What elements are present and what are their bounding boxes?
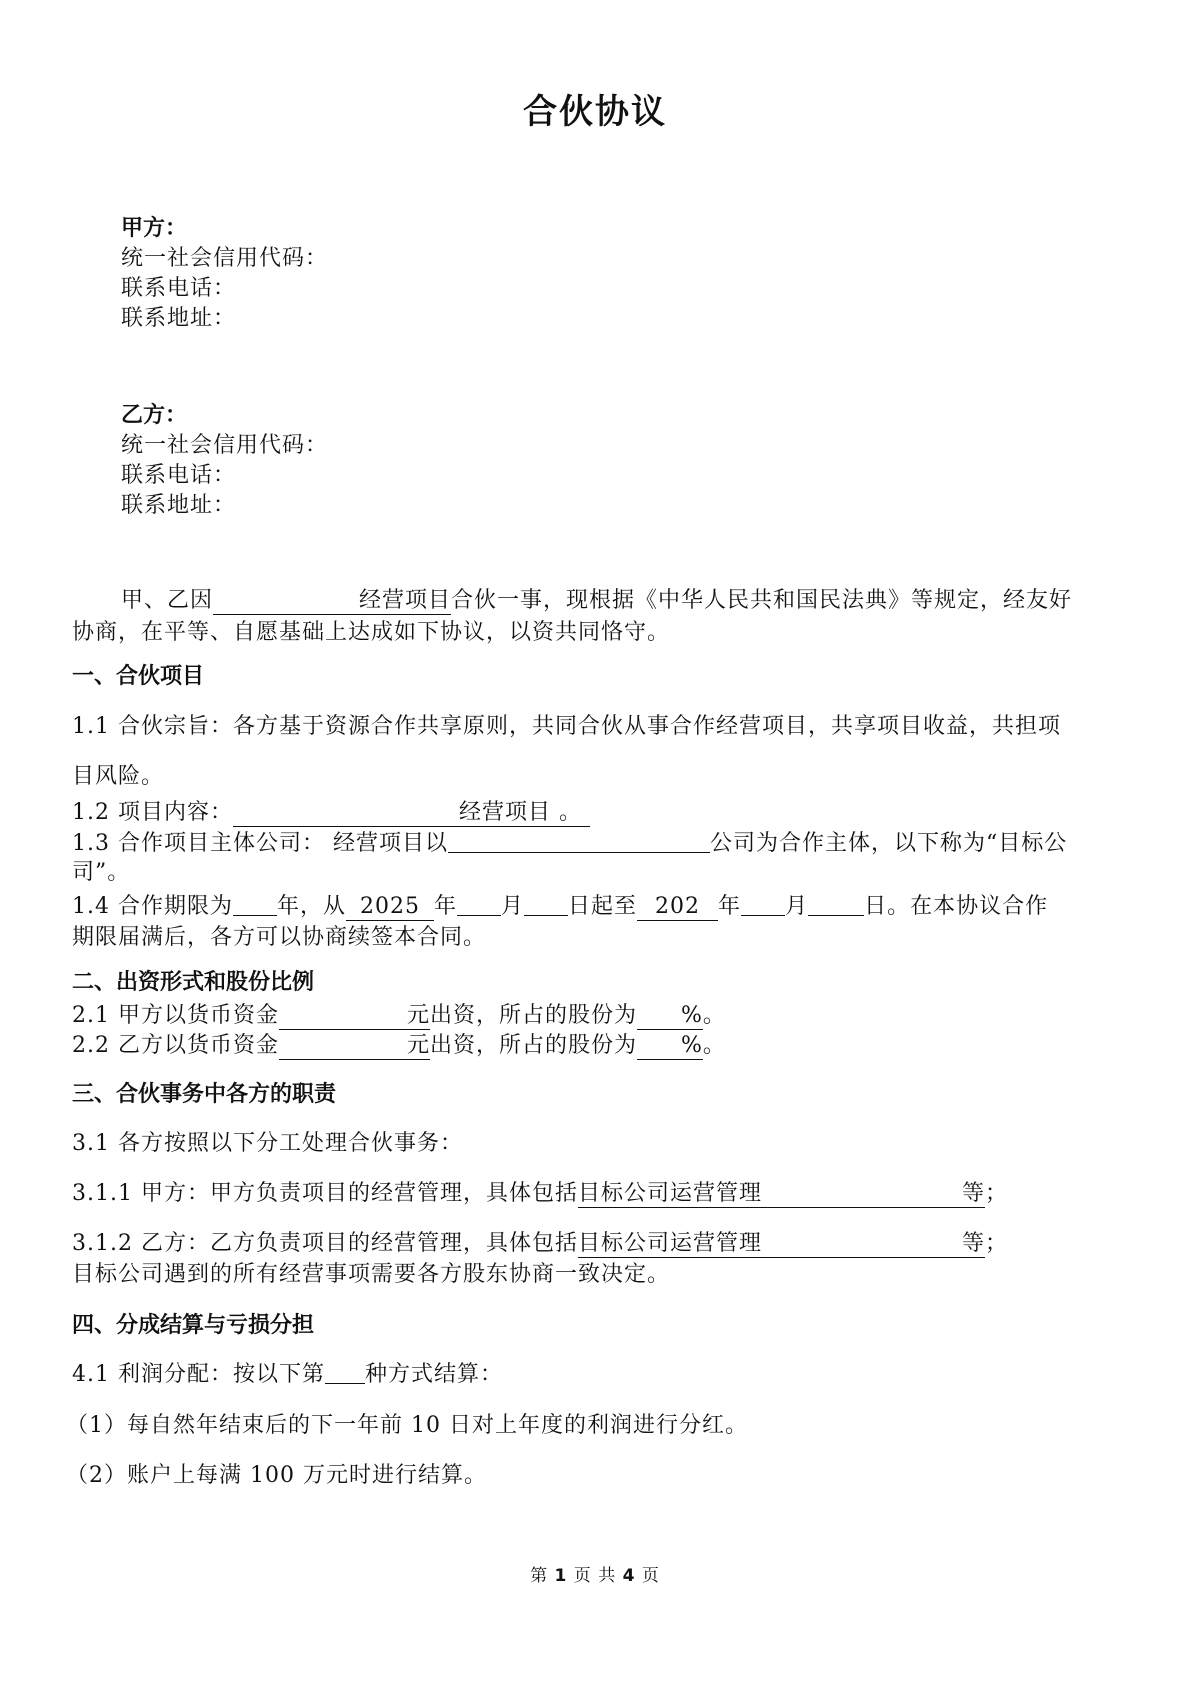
intro-rest: 合伙一事，现根据《中华人民共和国民法典》等规定，经友好 [451, 588, 1073, 613]
section-1-heading: 一、合伙项目 [72, 664, 205, 689]
settlement-option-1: （1）每自然年结束后的下一年前 10 日对上年度的利润进行分红。 [66, 1413, 748, 1438]
deng-text: 等 [962, 1181, 986, 1206]
percent-unit: % [681, 1003, 703, 1028]
document-title: 合伙协议 [523, 92, 667, 132]
section-2-heading: 二、出资形式和股份比例 [72, 970, 315, 995]
party-b-duty-value: 目标公司运营管理 [577, 1231, 762, 1256]
yuan-unit: 元 [406, 1033, 430, 1058]
clause-1-3-label: 1.3 合作项目主体公司： 经营项目以 [72, 831, 448, 856]
party-a-duty-value: 目标公司运营管理 [577, 1181, 762, 1206]
semicolon: ； [985, 1231, 1009, 1256]
end-year-value: 202 [655, 894, 701, 919]
period: 。 [702, 1033, 726, 1058]
clause-3-1-1 [72, 1181, 1008, 1208]
party-a-share-field[interactable] [637, 1003, 703, 1030]
party-b-credit-code-label: 统一社会信用代码： [121, 433, 329, 458]
clause-2-1-mid: 出资，所占的股份为 [430, 1003, 638, 1028]
intro-line-2: 协商，在平等、自愿基础上达成如下协议，以资共同恪守。 [72, 620, 671, 645]
party-a-address-label: 联系地址： [121, 306, 237, 331]
clause-1-4 [72, 893, 1048, 921]
text-day-to: 日起至 [568, 894, 638, 919]
clause-4-1 [72, 1361, 503, 1388]
project-content-field[interactable] [233, 800, 590, 827]
project-name-value: 经营项目 [359, 588, 452, 613]
end-month-field[interactable] [741, 893, 785, 916]
page-footer [0, 1561, 1190, 1586]
party-b-duty-field[interactable] [578, 1231, 985, 1258]
party-a-duty-field[interactable] [578, 1181, 985, 1208]
clause-1-2 [72, 800, 590, 827]
clause-3-1-2-label: 3.1.2 乙方：乙方负责项目的经营管理，具体包括 [72, 1231, 578, 1256]
start-year-value: 2025 [360, 894, 420, 919]
party-a-phone-label: 联系电话： [121, 276, 237, 301]
start-year-field[interactable] [346, 894, 434, 921]
yuan-unit: 元 [406, 1003, 430, 1028]
party-b-capital-field[interactable] [279, 1033, 430, 1060]
party-b-share-field[interactable] [637, 1033, 703, 1060]
intro-line-1 [121, 588, 1072, 615]
footer-mid: 页 共 [573, 1566, 617, 1586]
clause-4-1-prefix: 4.1 利润分配：按以下第 [72, 1362, 325, 1387]
clause-1-1-line-2: 目风险。 [72, 764, 165, 789]
clause-4-1-suffix: 种方式结算： [364, 1362, 503, 1387]
period: 。 [702, 1003, 726, 1028]
section-4-heading: 四、分成结算与亏损分担 [72, 1313, 315, 1338]
percent-unit: % [681, 1033, 703, 1058]
settlement-option-2: （2）账户上每满 100 万元时进行结算。 [66, 1463, 487, 1488]
clause-3-1-1-label: 3.1.1 甲方：甲方负责项目的经营管理，具体包括 [72, 1181, 578, 1206]
text-year: 年 [434, 894, 458, 919]
clause-3-note: 目标公司遇到的所有经营事项需要各方股东协商一致决定。 [72, 1262, 671, 1287]
clause-2-2-mid: 出资，所占的股份为 [430, 1033, 638, 1058]
project-content-value: 经营项目 。 [458, 800, 582, 825]
clause-3-1: 3.1 各方按照以下分工处理合伙事务： [72, 1131, 463, 1156]
party-b-label: 乙方： [121, 403, 188, 428]
clause-1-3-rest: 公司为合作主体，以下称为“目标公 [709, 831, 1068, 856]
text-month: 月 [501, 894, 525, 919]
start-month-field[interactable] [457, 893, 501, 916]
text-year-from: 年，从 [276, 894, 346, 919]
clause-1-4-label: 1.4 合作期限为 [72, 894, 233, 919]
party-b-address-label: 联系地址： [121, 493, 237, 518]
clause-1-3-line-2: 司”。 [72, 860, 131, 885]
text-year-2: 年 [718, 894, 742, 919]
footer-pre: 第 [530, 1566, 549, 1586]
total-pages-number: 4 [622, 1566, 636, 1586]
party-a-label: 甲方： [121, 216, 188, 241]
end-year-field[interactable] [637, 894, 718, 921]
current-page-number: 1 [554, 1566, 568, 1586]
text-month-2: 月 [785, 894, 809, 919]
intro-prefix: 甲、乙因 [121, 588, 214, 613]
term-years-field[interactable] [233, 893, 277, 916]
clause-3-1-2 [72, 1231, 1008, 1258]
semicolon: ； [985, 1181, 1009, 1206]
settlement-option-field[interactable] [325, 1361, 365, 1384]
clause-2-2-label: 2.2 乙方以货币资金 [72, 1033, 279, 1058]
section-3-heading: 三、合伙事务中各方的职责 [72, 1082, 337, 1107]
project-name-field[interactable] [213, 588, 451, 615]
deng-text: 等 [962, 1231, 986, 1256]
party-b-phone-label: 联系电话： [121, 463, 237, 488]
end-day-field[interactable] [808, 893, 864, 916]
clause-1-4-line-2: 期限届满后，各方可以协商续签本合同。 [72, 925, 487, 950]
clause-1-4-tail: 日。在本协议合作 [864, 894, 1049, 919]
clause-2-1 [72, 1003, 726, 1030]
target-company-field[interactable] [448, 830, 710, 853]
clause-1-2-label: 1.2 项目内容： [72, 800, 233, 825]
footer-post: 页 [641, 1566, 660, 1586]
party-a-capital-field[interactable] [279, 1003, 430, 1030]
clause-1-1-line-1: 1.1 合伙宗旨：各方基于资源合作共享原则，共同合伙从事合作经营项目，共享项目收益，共担项 [72, 714, 1061, 739]
clause-2-1-label: 2.1 甲方以货币资金 [72, 1003, 279, 1028]
start-day-field[interactable] [524, 893, 568, 916]
clause-2-2 [72, 1033, 726, 1060]
clause-1-3 [72, 830, 1067, 857]
party-a-credit-code-label: 统一社会信用代码： [121, 246, 329, 271]
